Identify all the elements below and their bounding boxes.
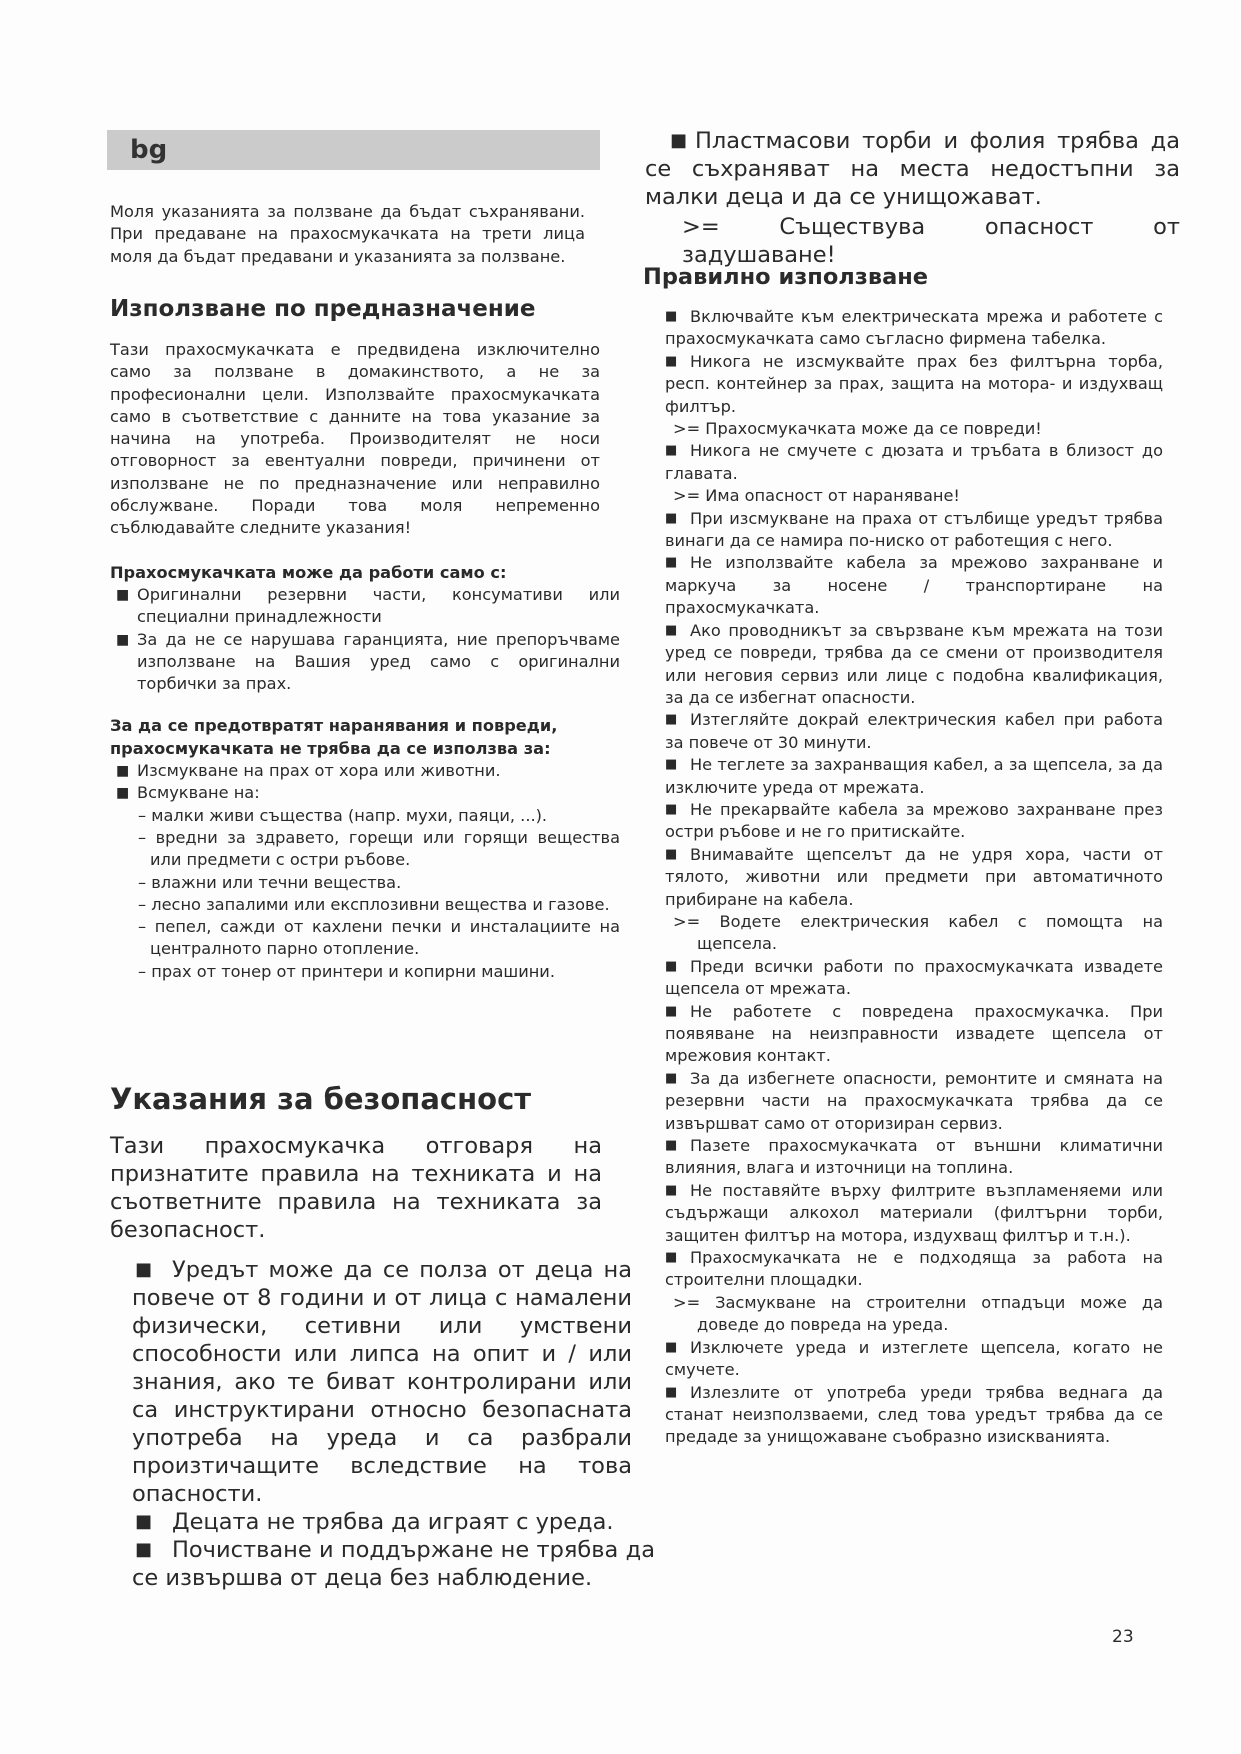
dash-item: – пепел, сажди от кахлени печки и инсталациите на централното парно отопление. <box>138 917 620 959</box>
list-item: ■ Пазете прахосмукачката от външни климатични влияния, влага и източници на топлина. <box>665 1135 1163 1180</box>
not-for-heading: За да се предотвратят наранявания и повреди, прахосмукачката не трябва да се използва за: <box>110 716 558 758</box>
only-with-list <box>110 584 620 695</box>
list-item: ■ Преди всички работи по прахосмукачката извадете щепсела от мрежата. <box>665 956 1163 1001</box>
list-item: ■ Ако проводникът за свързване към мрежата на този уред се повреди, трябва да се смени от производителя или неговия сервиз или лице с подобна квалификация, за да се избегнат опасности. <box>665 620 1163 710</box>
list-item: ■ За да не се нарушава гаранцията, ние препоръчваме използване на Вашия уред само с оригинални торбички за прах. <box>110 629 620 696</box>
list-item: ■ Никога не изсмуквайте прах без филтърна торба, респ. контейнер за прах, защита на мотора- и издухващ филтър. <box>665 351 1163 418</box>
intended-use-paragraph: Тази прахосмукачката е предвидена изключително само за ползване в домакинството, а не за професионални цели. Използвайте прахосмукачката само в съответствие с данните на това указание за начина на употреба. Производителят не носи отговорност за евентуални повреди, причинени от използване не по предназначение или неправилно обслужване. Поради това моля непременно съблюдавайте следните указания! <box>110 340 600 538</box>
list-item: ■ Излезлите от употреба уреди трябва веднага да станат неизползваеми, след това уредът трябва да се предаде за унищожаване съобразно изискванията. <box>665 1382 1163 1449</box>
list-item: ■ За да избегнете опасности, ремонтите и смяната на резервни части на прахосмукачката трябва да се извършват само от оторизиран сервиз. <box>665 1068 1163 1135</box>
dash-item: – влажни или течни вещества. <box>138 872 402 892</box>
intended-use-section <box>110 296 620 983</box>
correct-use-section <box>643 264 1163 1449</box>
list-item: ■ Уредът може да се полза от деца на повече от 8 години и от лица с намалени физически, сетивни или умствени способности или липса на опит и / или знания, ако те биват контролирани или са инструктирани относно безопасната употреба на уреда и са разбрали произтичащите вследствие на това опасности. <box>110 1256 632 1508</box>
dash-item: – прах от тонер от принтери и копирни машини. <box>138 961 555 981</box>
list-item: ■ Изсмукване на прах от хора или животни. <box>110 760 620 782</box>
correct-use-heading: Правилно използване <box>643 264 929 290</box>
list-item: ■ Никога не смучете с дюзата и тръбата в близост до главата. <box>665 440 1163 485</box>
page-number: 23 <box>1112 1627 1134 1647</box>
not-for-list <box>110 760 620 983</box>
warning-note: >= Прахосмукачката може да се повреди! <box>673 419 1042 439</box>
list-item: ■ При изсмукване на праха от стълбище уредът трябва винаги да се намира по-ниско от работещия с него. <box>665 508 1163 553</box>
plastic-bags-notice <box>645 127 1180 269</box>
intended-use-heading: Използване по предназначение <box>110 296 536 322</box>
language-bar <box>107 130 600 170</box>
warning-note: >= Засмукване на строителни отпадъци може да доведе до повреда на уреда. <box>673 1292 1163 1335</box>
list-item: ■ Не теглете за захранващия кабел, а за щепсела, за да изключите уреда от мрежата. <box>665 754 1163 799</box>
only-with-heading: Прахосмукачката може да работи само с: <box>110 562 507 582</box>
list-item: ■ Всмукване на: <box>110 782 620 804</box>
plastic-bags-text: Пластмасови торби и фолия трябва да се съхраняват на места недостъпни за малки деца и да се унищожават. <box>645 128 1180 210</box>
list-item: ■ Включвайте към електрическата мрежа и работете с прахосмукачката само съгласно фирмена табелка. <box>665 306 1163 351</box>
dash-item: – лесно запалими или експлозивни вещества и газове. <box>138 894 610 914</box>
suffocation-warning: >= Съществува опасност от задушаване! <box>682 214 1180 268</box>
list-item: ■ Не работете с повредена прахосмукачка. При появяване на неизправности извадете щепсела от мрежовия контакт. <box>665 1001 1163 1068</box>
intro-text: Моля указанията за ползване да бъдат съхранявани. При предаване на прахосмукачката на трети лица моля да бъдат предавани и указанията за ползване. <box>110 202 585 266</box>
language-code: bg <box>130 135 168 165</box>
safety-heading: Указания за безопасност <box>110 1082 532 1116</box>
list-item: ■ Изключете уреда и изтеглете щепсела, когато не смучете. <box>665 1337 1163 1382</box>
safety-section <box>110 1082 655 1592</box>
dash-item: – вредни за здравето, горещи или горящи вещества или предмети с остри ръбове. <box>138 827 620 870</box>
dash-item: – малки живи същества (напр. мухи, паяци, ...). <box>138 805 548 825</box>
list-item: ■ Оригинални резервни части, консумативи или специални принадлежности <box>110 584 620 629</box>
safety-paragraph: Тази прахосмукачка отговаря на признатите правила на техниката и на съответните правила на техниката за безопасност. <box>110 1133 602 1243</box>
list-item: ■ Не поставяйте върху филтрите възпламеняеми или съдържащи алкохол материали (филтърни торби, защитен филтър на мотора, издухващ филтър и т.н.). <box>665 1180 1163 1247</box>
correct-use-list <box>643 306 1163 1449</box>
list-item: ■ Не прекарвайте кабела за мрежово захранване през остри ръбове и не го притискайте. <box>665 799 1163 844</box>
warning-note: >= Има опасност от нараняване! <box>673 486 960 506</box>
list-item: ■ Внимавайте щепселът да не удря хора, части от тялото, животни или предмети при автоматичното прибиране на кабела. <box>665 844 1163 911</box>
list-item: ■ Децата не трябва да играят с уреда. <box>110 1508 655 1536</box>
list-item <box>645 127 1180 211</box>
list-item: ■ Прахосмукачката не е подходяща за работа на строителни площадки. <box>665 1247 1163 1292</box>
warning-note: >= Водете електрическия кабел с помощта на щепсела. <box>673 911 1163 954</box>
list-item: ■ Не използвайте кабела за мрежово захранване и маркуча за носене / транспортиране на прахосмукачката. <box>665 552 1163 619</box>
list-item: ■ Почистване и поддържане не трябва да се извършва от деца без наблюдение. <box>110 1536 655 1592</box>
safety-list <box>110 1256 655 1592</box>
bullet-icon: ■ <box>670 130 688 151</box>
list-item: ■ Изтегляйте докрай електрическия кабел при работа за повече от 30 минути. <box>665 709 1163 754</box>
